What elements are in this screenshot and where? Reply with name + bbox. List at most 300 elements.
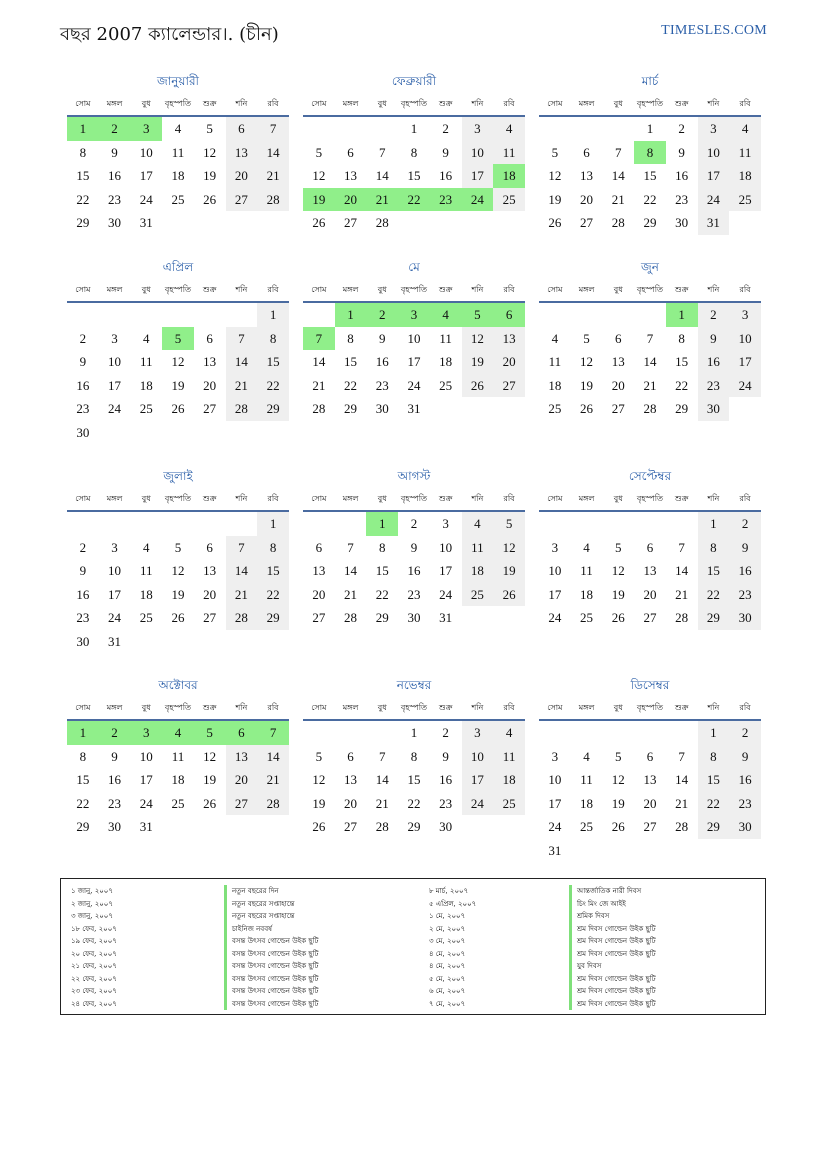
day-cell: 23 — [675, 191, 689, 207]
month-6 — [539, 259, 761, 421]
empty-day-cell — [194, 303, 226, 327]
day-cell: 26 — [312, 215, 326, 230]
day-cell: 7 — [257, 721, 289, 745]
weekday-label: শনি — [235, 285, 248, 294]
day-cell: 27 — [493, 374, 525, 398]
month-name: ফেব্রুয়ারী — [391, 74, 437, 88]
day-cell: 1 — [410, 121, 418, 136]
day-cell: 25 — [171, 191, 185, 207]
day-cell: 14 — [226, 559, 258, 583]
day-cell: 5 — [174, 539, 182, 555]
weekday-header — [303, 93, 525, 117]
weekday-label: বুধ — [141, 99, 151, 108]
empty-day-cell — [226, 303, 258, 327]
day-cell: 19 — [203, 168, 217, 183]
holiday-date: ৭ মে, ২০০৭ — [429, 999, 466, 1008]
weekday-label: সোম — [547, 285, 563, 294]
day-cell: 18 — [580, 795, 594, 811]
month-name: মে — [408, 260, 420, 274]
weekday-label: রবি — [739, 99, 751, 108]
day-cell: 16 — [108, 168, 122, 183]
day-cell: 9 — [729, 745, 761, 769]
day-cell: 10 — [729, 327, 761, 351]
weekday-label: সোম — [311, 703, 327, 712]
day-cell: 9 — [379, 330, 386, 346]
page-title: বছর 2007 ক্যালেন্ডার।. (চীন) — [60, 24, 279, 45]
holiday-date: ২ জানু, ২০০৭ — [71, 899, 113, 908]
day-cell: 27 — [611, 401, 625, 416]
empty-day-cell — [634, 512, 666, 536]
weekday-header — [539, 697, 761, 721]
empty-day-cell — [67, 512, 99, 536]
day-cell: 21 — [257, 768, 289, 792]
day-cell: 26 — [462, 374, 494, 398]
day-grid — [67, 721, 289, 839]
day-cell: 14 — [257, 141, 289, 165]
day-cell: 16 — [76, 377, 90, 393]
day-cell: 9 — [79, 563, 87, 578]
empty-day-cell — [666, 721, 698, 745]
day-cell: 19 — [312, 795, 326, 811]
day-cell: 13 — [203, 563, 217, 578]
day-cell: 7 — [226, 536, 258, 560]
day-cell: 26 — [171, 610, 185, 625]
day-cell: 17 — [108, 377, 122, 393]
weekday-label: রবি — [503, 703, 515, 712]
day-cell: 22 — [257, 583, 289, 607]
day-cell: 11 — [493, 745, 525, 769]
day-cell: 22 — [398, 188, 430, 212]
weekday-label: মঙ্গল — [342, 285, 359, 294]
day-cell: 11 — [580, 772, 593, 787]
weekday-label: শনি — [707, 99, 720, 108]
weekday-label: বৃহস্পতি — [636, 285, 664, 294]
empty-day-cell — [335, 117, 367, 141]
day-cell: 17 — [462, 768, 494, 792]
day-cell: 17 — [729, 350, 761, 374]
weekday-label: মঙ্গল — [106, 494, 123, 503]
weekday-label: মঙ্গল — [106, 285, 123, 294]
day-cell: 25 — [462, 583, 494, 607]
day-cell: 28 — [375, 819, 389, 834]
day-cell: 28 — [312, 401, 326, 416]
weekday-label: মঙ্গল — [578, 99, 595, 108]
day-cell: 11 — [580, 563, 593, 578]
day-cell: 6 — [583, 144, 590, 160]
weekday-label: শুক্র — [202, 99, 217, 108]
day-cell: 28 — [257, 188, 289, 212]
day-cell: 13 — [580, 168, 594, 183]
day-cell: 8 — [634, 141, 666, 165]
day-cell: 10 — [698, 141, 730, 165]
holiday-date: ১৮ ফেব, ২০০৭ — [71, 924, 117, 933]
day-cell: 17 — [698, 164, 730, 188]
day-cell: 6 — [646, 539, 654, 555]
day-cell: 30 — [76, 633, 90, 649]
day-cell: 20 — [493, 350, 525, 374]
day-cell: 16 — [407, 563, 421, 578]
day-cell: 3 — [111, 330, 118, 346]
day-cell: 30 — [108, 819, 122, 834]
day-cell: 31 — [548, 842, 562, 858]
empty-day-cell — [194, 512, 226, 536]
day-cell: 9 — [111, 748, 118, 764]
empty-day-cell — [130, 512, 162, 536]
day-cell: 9 — [79, 354, 87, 369]
empty-day-cell — [303, 721, 335, 745]
weekday-label: বৃহস্পতি — [164, 285, 192, 294]
site-brand-link[interactable]: TIMESLES.COM — [661, 23, 767, 38]
day-cell: 5 — [162, 327, 194, 351]
day-cell: 23 — [108, 191, 122, 207]
holiday-names-column-2 — [569, 885, 656, 1010]
day-cell: 29 — [257, 397, 289, 421]
day-cell: 26 — [312, 819, 326, 834]
day-cell: 13 — [344, 772, 358, 787]
empty-day-cell — [539, 512, 571, 536]
weekday-label: শুক্র — [438, 494, 453, 503]
day-cell: 21 — [643, 377, 657, 393]
day-cell: 21 — [366, 188, 398, 212]
day-cell: 6 — [206, 330, 213, 346]
day-cell: 25 — [580, 610, 594, 625]
day-cell: 25 — [580, 819, 594, 834]
day-cell: 16 — [439, 772, 453, 787]
day-cell: 12 — [203, 748, 217, 764]
day-cell: 11 — [139, 354, 153, 369]
empty-day-cell — [602, 721, 634, 745]
day-cell: 28 — [257, 792, 289, 816]
weekday-label: রবি — [503, 99, 515, 108]
day-cell: 1 — [67, 721, 99, 745]
day-cell: 22 — [698, 583, 730, 607]
empty-day-cell — [162, 512, 194, 536]
day-cell: 28 — [643, 401, 657, 416]
month-name: জুন — [641, 260, 659, 274]
holiday-name: শ্রম দিবস গোল্ডেন উইক ছুটি — [569, 998, 656, 1011]
month-7 — [67, 468, 289, 653]
day-cell: 23 — [375, 377, 389, 393]
day-cell: 14 — [344, 563, 358, 578]
weekday-label: শনি — [707, 285, 720, 294]
day-cell: 18 — [439, 354, 453, 369]
day-cell: 8 — [678, 330, 685, 346]
weekday-label: বৃহস্পতি — [636, 703, 664, 712]
day-cell: 13 — [643, 772, 657, 787]
holiday-name: চাইনিজ নববর্ষ — [224, 923, 318, 936]
day-cell: 1 — [698, 721, 730, 745]
holiday-dates-column-2 — [429, 885, 476, 1010]
day-cell: 26 — [203, 795, 217, 811]
day-cell: 6 — [615, 330, 622, 346]
holiday-name: বসন্ত উৎসব গোল্ডেন উইক ছুটি — [224, 985, 318, 998]
day-cell: 24 — [139, 795, 153, 811]
day-cell: 10 — [462, 745, 494, 769]
weekday-label: বুধ — [613, 285, 623, 294]
day-cell: 16 — [698, 350, 730, 374]
day-cell: 22 — [698, 792, 730, 816]
day-cell: 28 — [375, 215, 389, 230]
day-cell: 1 — [646, 121, 654, 136]
day-cell: 2 — [79, 539, 87, 555]
empty-day-cell — [335, 512, 367, 536]
day-cell: 17 — [139, 168, 153, 183]
day-cell: 30 — [698, 397, 730, 421]
day-cell: 31 — [139, 215, 153, 230]
day-cell: 18 — [462, 559, 494, 583]
day-cell: 31 — [108, 633, 122, 649]
day-cell: 17 — [139, 772, 153, 787]
weekday-label: রবি — [739, 285, 751, 294]
day-cell: 4 — [551, 330, 559, 346]
day-cell: 18 — [139, 377, 153, 393]
day-cell: 22 — [675, 377, 689, 393]
day-cell: 15 — [257, 559, 289, 583]
day-cell: 4 — [462, 512, 494, 536]
empty-day-cell — [130, 303, 162, 327]
day-cell: 23 — [407, 586, 421, 602]
month-5 — [303, 259, 525, 421]
day-grid — [539, 721, 761, 862]
weekday-label: বৃহস্পতি — [636, 494, 664, 503]
day-cell: 28 — [675, 610, 689, 625]
empty-day-cell — [634, 303, 666, 327]
holiday-date: ২২ ফেব, ২০০৭ — [71, 974, 117, 983]
empty-day-cell — [303, 117, 335, 141]
holiday-date: ৮ মার্চ, ২০০৭ — [429, 887, 469, 895]
day-cell: 9 — [442, 748, 449, 764]
day-cell: 5 — [206, 121, 213, 136]
weekday-label: বুধ — [377, 285, 387, 294]
day-cell: 4 — [493, 721, 525, 745]
day-cell: 26 — [171, 401, 185, 416]
day-cell: 10 — [462, 141, 494, 165]
holiday-date: ২৪ ফেব, ২০০৭ — [71, 999, 117, 1008]
holiday-date: ২ মে, ২০০৭ — [429, 924, 466, 933]
holiday-name: শ্রম দিবস গোল্ডেন উইক ছুটি — [569, 923, 656, 936]
day-cell: 5 — [315, 144, 323, 160]
day-cell: 20 — [344, 795, 358, 811]
day-cell: 19 — [611, 586, 625, 602]
day-cell: 9 — [729, 536, 761, 560]
day-cell: 10 — [108, 563, 122, 578]
holiday-date: ২৩ ফেব, ২০০৭ — [71, 987, 117, 995]
day-cell: 2 — [442, 725, 449, 740]
day-cell: 15 — [76, 168, 90, 183]
weekday-label: শুক্র — [202, 703, 217, 712]
weekday-label: মঙ্গল — [578, 285, 595, 294]
day-cell: 14 — [375, 772, 389, 787]
weekday-label: শুক্র — [674, 285, 689, 294]
day-cell: 17 — [548, 795, 562, 811]
day-cell: 27 — [344, 819, 358, 834]
day-cell: 23 — [430, 188, 462, 212]
day-cell: 7 — [615, 144, 622, 160]
day-cell: 17 — [439, 563, 453, 578]
day-cell: 24 — [407, 377, 421, 393]
weekday-label: শনি — [235, 99, 248, 108]
day-cell: 5 — [462, 303, 494, 327]
day-cell: 30 — [407, 610, 421, 625]
weekday-label: শনি — [707, 494, 720, 503]
day-cell: 19 — [462, 350, 494, 374]
day-cell: 24 — [108, 401, 122, 416]
day-cell: 15 — [643, 168, 657, 183]
holiday-date: ৪ মে, ২০০৭ — [429, 962, 466, 970]
day-cell: 15 — [344, 354, 358, 369]
day-cell: 12 — [611, 563, 625, 578]
empty-day-cell — [634, 721, 666, 745]
weekday-label: রবি — [267, 99, 279, 108]
day-cell: 27 — [203, 610, 217, 625]
weekday-label: সোম — [311, 285, 327, 294]
weekday-label: বুধ — [141, 494, 151, 503]
day-cell: 17 — [462, 164, 494, 188]
day-cell: 24 — [548, 610, 562, 625]
weekday-label: রবি — [267, 285, 279, 294]
empty-day-cell — [539, 721, 571, 745]
day-cell: 23 — [729, 792, 761, 816]
weekday-label: সোম — [311, 494, 327, 503]
day-cell: 31 — [139, 819, 153, 834]
day-cell: 19 — [493, 559, 525, 583]
day-cell: 24 — [462, 188, 494, 212]
holiday-name: শ্রম দিবস গোল্ডেন উইক ছুটি — [569, 973, 656, 986]
day-cell: 3 — [462, 721, 494, 745]
day-cell: 7 — [303, 327, 335, 351]
day-cell: 9 — [410, 539, 418, 555]
day-cell: 13 — [493, 327, 525, 351]
month-name: জুলাই — [163, 469, 193, 483]
day-cell: 6 — [493, 303, 525, 327]
weekday-label: বুধ — [141, 285, 151, 294]
day-cell: 21 — [226, 583, 258, 607]
weekday-label: বৃহস্পতি — [164, 494, 192, 503]
day-cell: 23 — [729, 583, 761, 607]
day-cell: 3 — [698, 117, 730, 141]
month-9 — [539, 468, 761, 630]
day-cell: 12 — [548, 168, 562, 183]
day-cell: 5 — [194, 721, 226, 745]
day-cell: 5 — [315, 748, 323, 764]
day-cell: 21 — [257, 164, 289, 188]
weekday-label: শুক্র — [438, 99, 453, 108]
holiday-list-box — [60, 878, 766, 1015]
holiday-name: শ্রমিক দিবস — [569, 910, 656, 923]
weekday-label: শনি — [471, 285, 484, 294]
empty-day-cell — [602, 512, 634, 536]
day-cell: 12 — [580, 354, 594, 369]
day-cell: 29 — [344, 401, 358, 416]
weekday-label: বুধ — [613, 99, 623, 108]
month-name: জানুয়ারী — [157, 74, 199, 88]
day-cell: 16 — [375, 354, 389, 369]
day-cell: 21 — [375, 795, 389, 811]
day-cell: 18 — [171, 772, 185, 787]
weekday-label: সোম — [75, 285, 91, 294]
day-cell: 30 — [108, 215, 122, 230]
day-cell: 29 — [698, 815, 730, 839]
day-cell: 26 — [203, 191, 217, 207]
holiday-date: ৩ জানু, ২০০৭ — [71, 912, 113, 920]
day-cell: 3 — [398, 303, 430, 327]
day-cell: 2 — [442, 121, 449, 136]
day-cell: 22 — [76, 191, 90, 207]
day-cell: 12 — [611, 772, 625, 787]
holiday-dates-column-1 — [71, 885, 117, 1010]
day-cell: 4 — [729, 117, 761, 141]
empty-day-cell — [539, 303, 571, 327]
weekday-label: বৃহস্পতি — [164, 99, 192, 108]
day-cell: 24 — [439, 586, 453, 602]
empty-day-cell — [602, 117, 634, 141]
empty-day-cell — [602, 303, 634, 327]
day-cell: 25 — [493, 792, 525, 816]
day-cell: 24 — [462, 792, 494, 816]
weekday-label: মঙ্গল — [342, 494, 359, 503]
day-cell: 11 — [462, 536, 494, 560]
holiday-name: বসন্ত উৎসব গোল্ডেন উইক ছুটি — [224, 948, 318, 961]
day-cell: 3 — [729, 303, 761, 327]
day-cell: 6 — [646, 748, 654, 764]
month-name: ডিসেম্বর — [630, 678, 670, 692]
day-cell: 2 — [729, 512, 761, 536]
day-cell: 1 — [666, 303, 698, 327]
day-grid — [67, 117, 289, 235]
day-cell: 12 — [171, 354, 185, 369]
day-cell: 25 — [139, 401, 153, 416]
weekday-label: বুধ — [377, 703, 387, 712]
day-cell: 7 — [678, 748, 685, 764]
day-cell: 8 — [410, 748, 418, 764]
weekday-label: শনি — [235, 494, 248, 503]
day-cell: 9 — [442, 144, 449, 160]
holiday-names-column-1 — [224, 885, 318, 1010]
day-cell: 20 — [203, 586, 217, 602]
holiday-name: বসন্ত উৎসব গোল্ডেন উইক ছুটি — [224, 973, 318, 986]
day-cell: 28 — [675, 819, 689, 834]
day-cell: 13 — [611, 354, 625, 369]
month-12 — [539, 677, 761, 862]
day-cell: 3 — [551, 539, 559, 555]
day-cell: 27 — [226, 188, 258, 212]
weekday-label: বৃহস্পতি — [164, 703, 192, 712]
day-cell: 10 — [139, 748, 153, 764]
weekday-label: সোম — [547, 494, 563, 503]
day-cell: 17 — [407, 354, 421, 369]
month-name: মার্চ — [641, 74, 659, 88]
holiday-date: ২০ ফেব, ২০০৭ — [71, 949, 117, 958]
day-cell: 12 — [462, 327, 494, 351]
day-cell: 15 — [698, 559, 730, 583]
day-cell: 2 — [698, 303, 730, 327]
holiday-name: নতুন বছরের সপ্তাহান্তে — [224, 898, 318, 911]
empty-day-cell — [67, 303, 99, 327]
day-grid — [303, 512, 525, 630]
day-cell: 4 — [143, 330, 150, 346]
day-cell: 8 — [257, 536, 289, 560]
day-cell: 11 — [171, 144, 185, 160]
month-11 — [303, 677, 525, 839]
day-cell: 20 — [643, 795, 657, 811]
empty-day-cell — [366, 117, 398, 141]
day-cell: 19 — [303, 188, 335, 212]
day-cell: 30 — [675, 215, 689, 230]
day-cell: 27 — [643, 819, 657, 834]
day-cell: 14 — [375, 168, 389, 183]
day-cell: 18 — [729, 164, 761, 188]
day-cell: 1 — [698, 512, 730, 536]
